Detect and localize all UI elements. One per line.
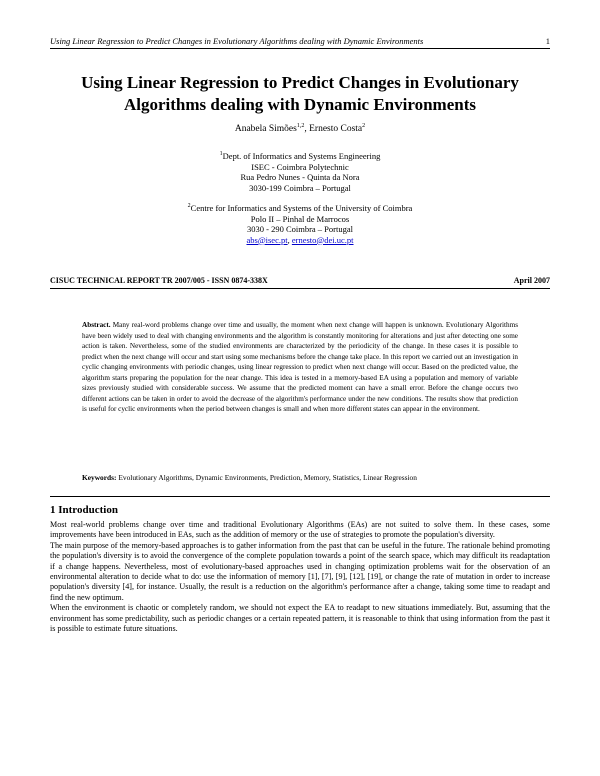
- affiliation-1: [50, 151, 550, 193]
- header-rule: [50, 48, 550, 49]
- keywords-text: Evolutionary Algorithms, Dynamic Environments, Prediction, Memory, Statistics, Linear Regression: [118, 473, 417, 482]
- report-info: [50, 276, 550, 285]
- affiliation-1-marker: 1: [219, 151, 223, 158]
- affiliation-1-line: ISEC - Coimbra Polytechnic: [251, 161, 349, 172]
- abstract-text: Many real-word problems change over time and usually, the moment when next change will happen is unknown. Evolutionary Algorithms have been widely used to deal with changing environments and the algorithm is constantly monitoring for alterations and just after detecting one some action is taken. Nevertheless, some of the studied environments are characterized by the periodicity of the change. In these cases it is possible to predict when the next change will occur and start using some mechanisms before the change take place. In this report we carried out an investigation in cyclic changing environments with periodic changes, using linear regression to predict when next change will occur. Based on the predicted value, the algorithm starts preparing the population for the near change. This idea is tested in a memory-based EA using a population and memory of variable sizes previously studied with considerable success. We assume that the predicted moment can have a small error. Before the change occurs two different actions can be taken in order to avoid the decrease of the algorithm's performance under the new conditions. The results show that prediction is useful for cyclic environments when the period between changes is small and when more different states can appear in the environment.: [82, 321, 518, 413]
- running-title: Using Linear Regression to Predict Changes in Evolutionary Algorithms dealing with Dynamic Environments: [50, 36, 424, 46]
- title-line-1: Using Linear Regression to Predict Changes in Evolutionary: [81, 73, 519, 92]
- keywords-label: Keywords:: [82, 473, 117, 482]
- email-link-1[interactable]: abs@isec.pt: [246, 234, 288, 245]
- paragraph: Most real-world problems change over time and traditional Evolutionary Algorithms (EAs) are not suited to solve them. In these cases, some improvements have been introduced in EAs, such as the addition of memory or the use of strategies to promote the population's diversity.: [50, 520, 550, 540]
- keywords: [82, 473, 518, 483]
- affiliation-1-line: Dept. of Informatics and Systems Engineering: [222, 151, 381, 161]
- title-line-2: Algorithms dealing with Dynamic Environments: [124, 95, 476, 114]
- section-heading: 1 Introduction: [50, 504, 118, 516]
- running-header: [50, 36, 550, 46]
- paper-title: [50, 72, 550, 116]
- section-rule: [50, 496, 550, 497]
- section-body: [50, 520, 550, 634]
- affiliation-2: [50, 203, 550, 245]
- page-number: 1: [545, 36, 550, 46]
- affiliation-1-line: Rua Pedro Nunes - Quinta da Nora: [240, 172, 360, 182]
- paragraph: When the environment is chaotic or completely random, we should not expect the EA to readapt to new situations immediately. But, assuming that the environment has some predictability, such as periodic changes or a certain repeated pattern, it is reasonable to think that using information from the past it is possible to estimate future situations.: [50, 603, 550, 634]
- affiliation-2-line: Polo II – Pinhal de Marrocos: [250, 213, 350, 224]
- abstract: [82, 320, 518, 415]
- author-1: Anabela Simões: [234, 124, 297, 134]
- report-id: CISUC TECHNICAL REPORT TR 2007/005 - ISSN 0874-338X: [50, 276, 268, 285]
- email-link-2[interactable]: ernesto@dei.uc.pt: [291, 234, 354, 245]
- affiliation-2-line: 3030 - 290 Coimbra – Portugal: [246, 224, 353, 234]
- author-2-affil: 2: [362, 122, 366, 129]
- affiliation-2-marker: 2: [187, 203, 191, 210]
- affiliation-1-line: 3030-199 Coimbra – Portugal: [249, 182, 351, 193]
- paragraph: The main purpose of the memory-based approaches is to gather information from the past that can be useful in the future. The rationale behind promoting the population's diversity is to avoid the convergence of the complete population towards a point of the search space, which may difficult its readaptation if a change happens. Nevertheless, most of evolutionary-based approaches used in changing optimization problems wait for the observation of an environmental alteration to decide what to do: use the information of memory [1], [7], [9], [12], [19], or change the rate of mutation in order to increase population's diversity [4], for instance. Usually, the result is a reduction on the algorithm's performance after a change, taking some time to readapt and find the new optimum.: [50, 540, 550, 602]
- author-2: Ernesto Costa: [309, 124, 363, 134]
- report-date: April 2007: [513, 276, 550, 285]
- author-separator: ,: [304, 124, 310, 134]
- affiliation-2-line: Centre for Informatics and Systems of the University of Coimbra: [190, 203, 413, 213]
- abstract-label: Abstract.: [82, 321, 111, 329]
- author-1-affil: 1,2: [296, 122, 305, 129]
- author-list: [50, 124, 550, 134]
- report-rule: [50, 288, 550, 289]
- email-separator: ,: [287, 234, 292, 245]
